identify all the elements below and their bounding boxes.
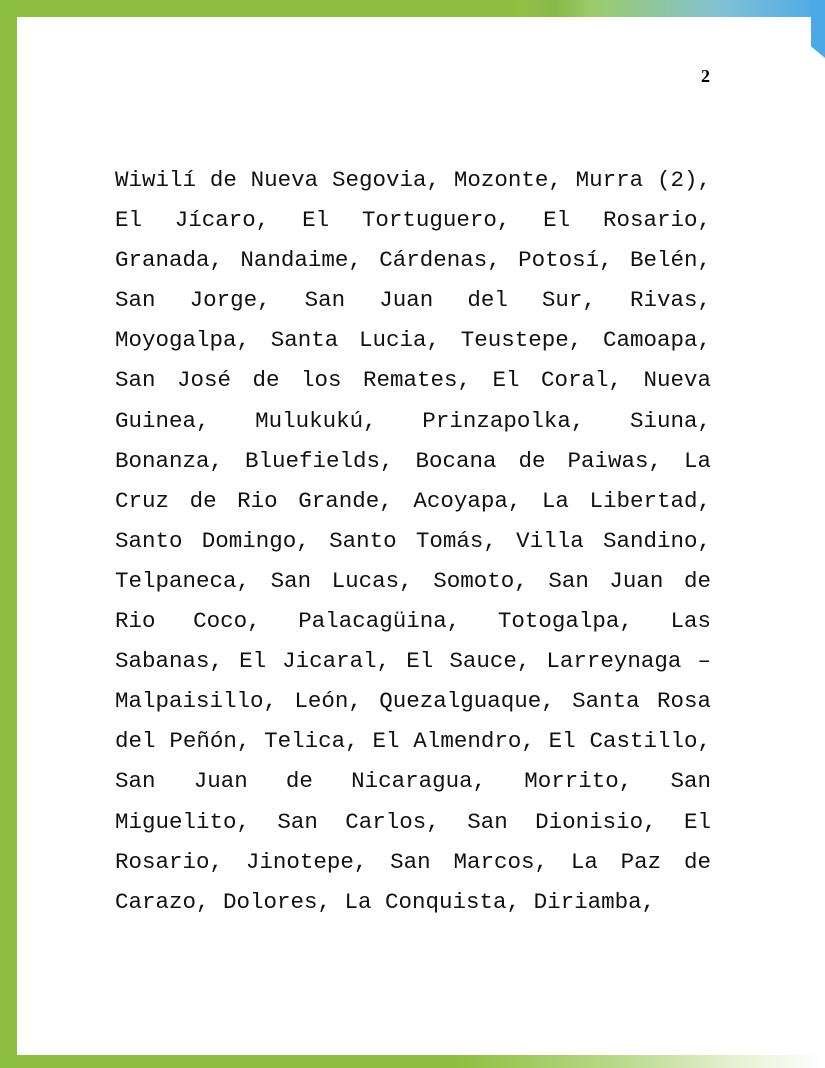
page-border-corner-blue: [811, 0, 825, 58]
page-number: 2: [701, 66, 710, 86]
body-paragraph: Wiwilí de Nueva Segovia, Mozonte, Murra (2), El Jícaro, El Tortuguero, El Rosario, Granada, Nandaime, Cárdenas, Potosí, Belén, San Jorge, San Juan del Sur, Rivas, Moyogalpa, Santa Lucia, Teustepe, Camoapa, San José de los Remates, El Coral, Nueva Guinea, Mulukukú, Prinzapolka, Siuna, Bonanza, Bluefields, Bocana de Paiwas, La Cruz de Rio Grande, Acoyapa, La Libertad, Santo Domingo, Santo Tomás, Villa Sandino, Telpaneca, San Lucas, Somoto, San Juan de Rio Coco, Palacagüina, Totogalpa, Las Sabanas, El Jicaral, El Sauce, Larreynaga – Malpaisillo, León, Quezalguaque, Santa Rosa del Peñón, Telica, El Almendro, El Castillo, San Juan de Nicaragua, Morrito, San Miguelito, San Carlos, San Dionisio, El Rosario, Jinotepe, San Marcos, La Paz de Carazo, Dolores, La Conquista, Diriamba,: [115, 167, 711, 915]
page-border-top-accent: [520, 0, 590, 17]
page-border-top: [0, 0, 825, 17]
page-border-left: [0, 0, 17, 1068]
page-border-bottom: [0, 1055, 825, 1068]
